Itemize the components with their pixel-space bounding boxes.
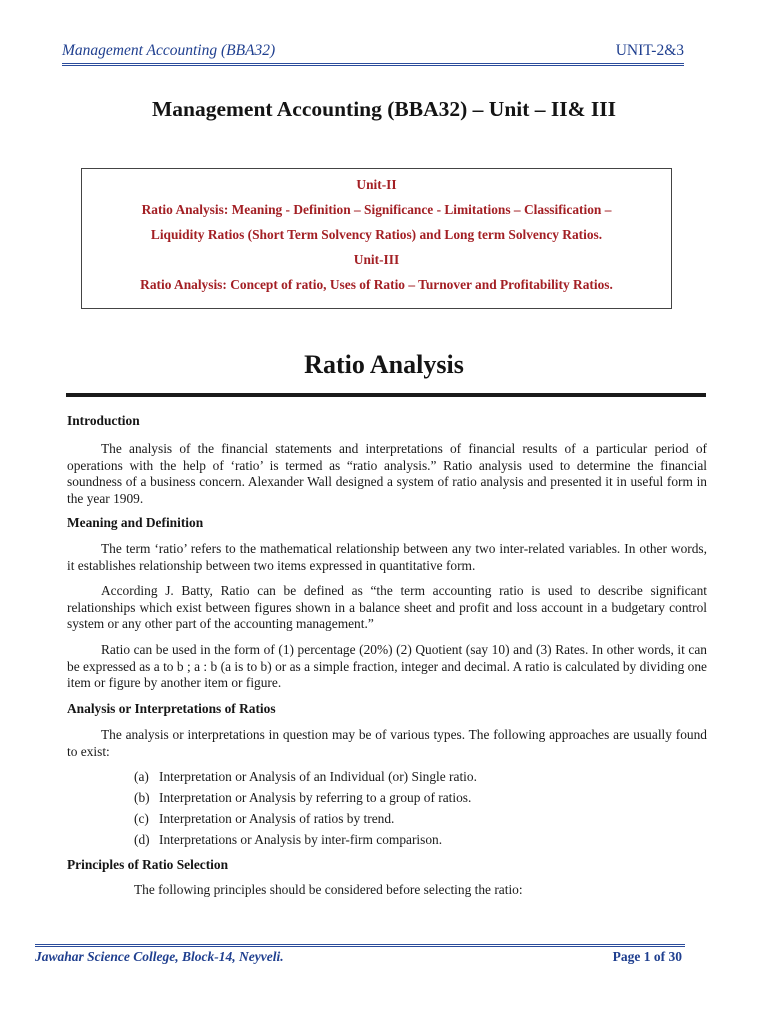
syllabus-unit3-heading: Unit-III [353,252,400,267]
syllabus-unit3-line1: Ratio Analysis: Concept of ratio, Uses of Ratio – Turnover and Profitability Ratios. [140,277,613,292]
document-title: Management Accounting (BBA32) – Unit – II& III [151,97,617,121]
footer-page-number: Page 1 of 30 [612,949,682,964]
paragraph-meaning-2: According J. Batty, Ratio can be defined as “the term accounting ratio is used to describe significant relationships which exist between figures shown in a balance sheet and profit and loss account in a budgetary control system or any other part of the accounting management.” [67,583,707,632]
list-item: (a) Interpretation or Analysis of an Individual (or) Single ratio. [134,769,477,784]
syllabus-unit2-heading: Unit-II [356,177,397,192]
paragraph-introduction: The analysis of the financial statements and interpretations of financial results of a particular period of operations with the help of ‘ratio’ is termed as “ratio analysis.” Ratio analysis used to determine the financial soundness of a business concern. Alexander Wall designed a system of ratio analysis and presented it in useful form in the year 1909. [67,441,707,506]
list-item: (b) Interpretation or Analysis by referring to a group of ratios. [134,790,472,805]
heading-meaning-definition: Meaning and Definition [67,515,204,530]
syllabus-unit2-line1: Ratio Analysis: Meaning - Definition – Significance - Limitations – Classification – [141,202,612,217]
header-unit-label: UNIT-2&3 [615,42,684,59]
heading-analysis-interpretations: Analysis or Interpretations of Ratios [67,701,276,716]
syllabus-unit2-line2: Liquidity Ratios (Short Term Solvency Ratios) and Long term Solvency Ratios. [150,227,603,242]
syllabus-box [81,168,672,309]
section-title: Ratio Analysis [304,350,464,379]
paragraph-meaning-1: The term ‘ratio’ refers to the mathematical relationship between any two inter-related variables. In other words, it establishes relationship between two items expressed in quantitative form. [67,541,707,573]
section-rule [66,393,706,397]
paragraph-analysis: The analysis or interpretations in question may be of various types. The following approaches are usually found to exist: [67,727,707,759]
paragraph-meaning-3: Ratio can be used in the form of (1) percentage (20%) (2) Quotient (say 10) and (3) Rates. In other words, it can be expressed as a to b ; a : b (a is to b) or as a simple fraction, integer and decimal. A ratio is calculated by dividing one item or figure by another item or figure. [67,642,707,691]
paragraph-principles: The following principles should be considered before selecting the ratio: [134,882,523,897]
heading-principles-ratio-selection: Principles of Ratio Selection [67,857,229,872]
footer-college-name: Jawahar Science College, Block-14, Neyveli. [35,949,284,964]
header-rule [62,63,684,66]
header-course-title: Management Accounting (BBA32) [62,42,276,59]
heading-introduction: Introduction [67,413,140,428]
footer-rule [35,944,685,947]
page-header [62,42,684,62]
list-item: (c) Interpretation or Analysis of ratios by trend. [134,811,395,826]
list-item: (d) Interpretations or Analysis by inter-firm comparison. [134,832,443,847]
